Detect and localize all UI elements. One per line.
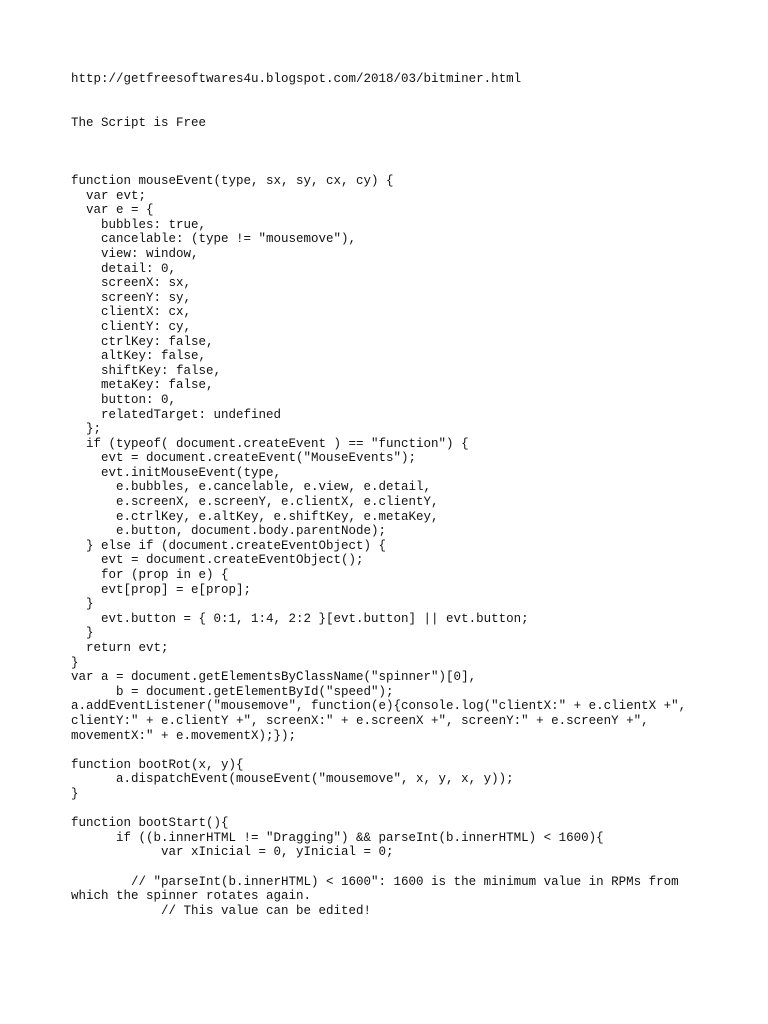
code-line: view: window,	[71, 246, 199, 261]
code-line: } else if (document.createEventObject) {	[71, 538, 387, 553]
code-line: var evt;	[71, 188, 147, 203]
code-line: var xInicial = 0, yInicial = 0;	[71, 845, 394, 860]
code-line: return evt;	[71, 641, 169, 655]
code-line: relatedTarget: undefined	[71, 407, 282, 422]
code-line: function bootRot(x, y){	[71, 757, 244, 772]
code-line: evt[prop] = e[prop];	[71, 582, 252, 597]
code-line: clientY: cy,	[71, 319, 192, 334]
code-line: evt = document.createEventObject();	[71, 553, 364, 568]
code-line: var a = document.getElementsByClassName("spinner")[0],	[71, 670, 477, 685]
code-line: evt.initMouseEvent(type,	[71, 465, 282, 480]
code-line: if (typeof( document.createEvent ) == "function") {	[71, 436, 469, 451]
code-line: detail: 0,	[71, 261, 177, 276]
code-line: }	[71, 626, 94, 641]
code-line: for (prop in e) {	[71, 568, 229, 583]
code-line	[71, 802, 686, 817]
code-line: evt = document.createEvent("MouseEvents");	[71, 451, 417, 466]
code-line: button: 0,	[71, 392, 177, 407]
code-line: }	[71, 786, 79, 801]
code-line: e.ctrlKey, e.altKey, e.shiftKey, e.metaKey,	[71, 509, 439, 524]
code-line: // "parseInt(b.innerHTML) < 1600": 1600 is the minimum value in RPMs from	[71, 874, 679, 889]
code-line: evt.button = { 0:1, 1:4, 2:2 }[evt.button] || evt.button;	[71, 611, 529, 626]
code-line: bubbles: true,	[71, 217, 207, 232]
source-url: http://getfreesoftwares4u.blogspot.com/2018/03/bitminer.html	[71, 72, 522, 86]
code-line: a.addEventListener("mousemove", function(e){console.log("clientX:" + e.clientX +",	[71, 699, 687, 714]
code-line: var e = {	[71, 203, 154, 218]
code-line	[71, 860, 686, 875]
code-line: b = document.getElementById("speed");	[71, 684, 394, 699]
code-line: function mouseEvent(type, sx, sy, cx, cy) {	[71, 174, 394, 188]
code-line: // This value can be edited!	[71, 903, 372, 918]
code-line	[71, 743, 686, 758]
intro-text: The Script is Free	[71, 116, 207, 130]
code-line: shiftKey: false,	[71, 363, 222, 378]
code-line: function bootStart(){	[71, 816, 229, 831]
code-line: if ((b.innerHTML != "Dragging") && parseInt(b.innerHTML) < 1600){	[71, 830, 604, 845]
code-line: }	[71, 597, 94, 612]
code-line: metaKey: false,	[71, 378, 214, 393]
code-line: a.dispatchEvent(mouseEvent("mousemove", x, y, x, y));	[71, 772, 514, 787]
code-line: };	[71, 422, 102, 437]
code-line: e.button, document.body.parentNode);	[71, 524, 387, 539]
code-line: ctrlKey: false,	[71, 334, 214, 349]
code-line: which the spinner rotates again.	[71, 889, 312, 904]
code-line: cancelable: (type != "mousemove"),	[71, 232, 357, 247]
code-line: }	[71, 655, 79, 670]
code-line: e.screenX, e.screenY, e.clientX, e.clientY,	[71, 495, 439, 510]
code-line: clientX: cx,	[71, 305, 192, 320]
code-line: screenX: sx,	[71, 276, 192, 291]
code-line: movementX:" + e.movementX);});	[71, 728, 297, 743]
code-block	[71, 174, 686, 918]
code-line: altKey: false,	[71, 349, 207, 364]
code-line: screenY: sy,	[71, 290, 192, 305]
code-line: e.bubbles, e.cancelable, e.view, e.detail,	[71, 480, 432, 495]
code-line: clientY:" + e.clientY +", screenX:" + e.screenX +", screenY:" + e.screenY +",	[71, 713, 649, 728]
